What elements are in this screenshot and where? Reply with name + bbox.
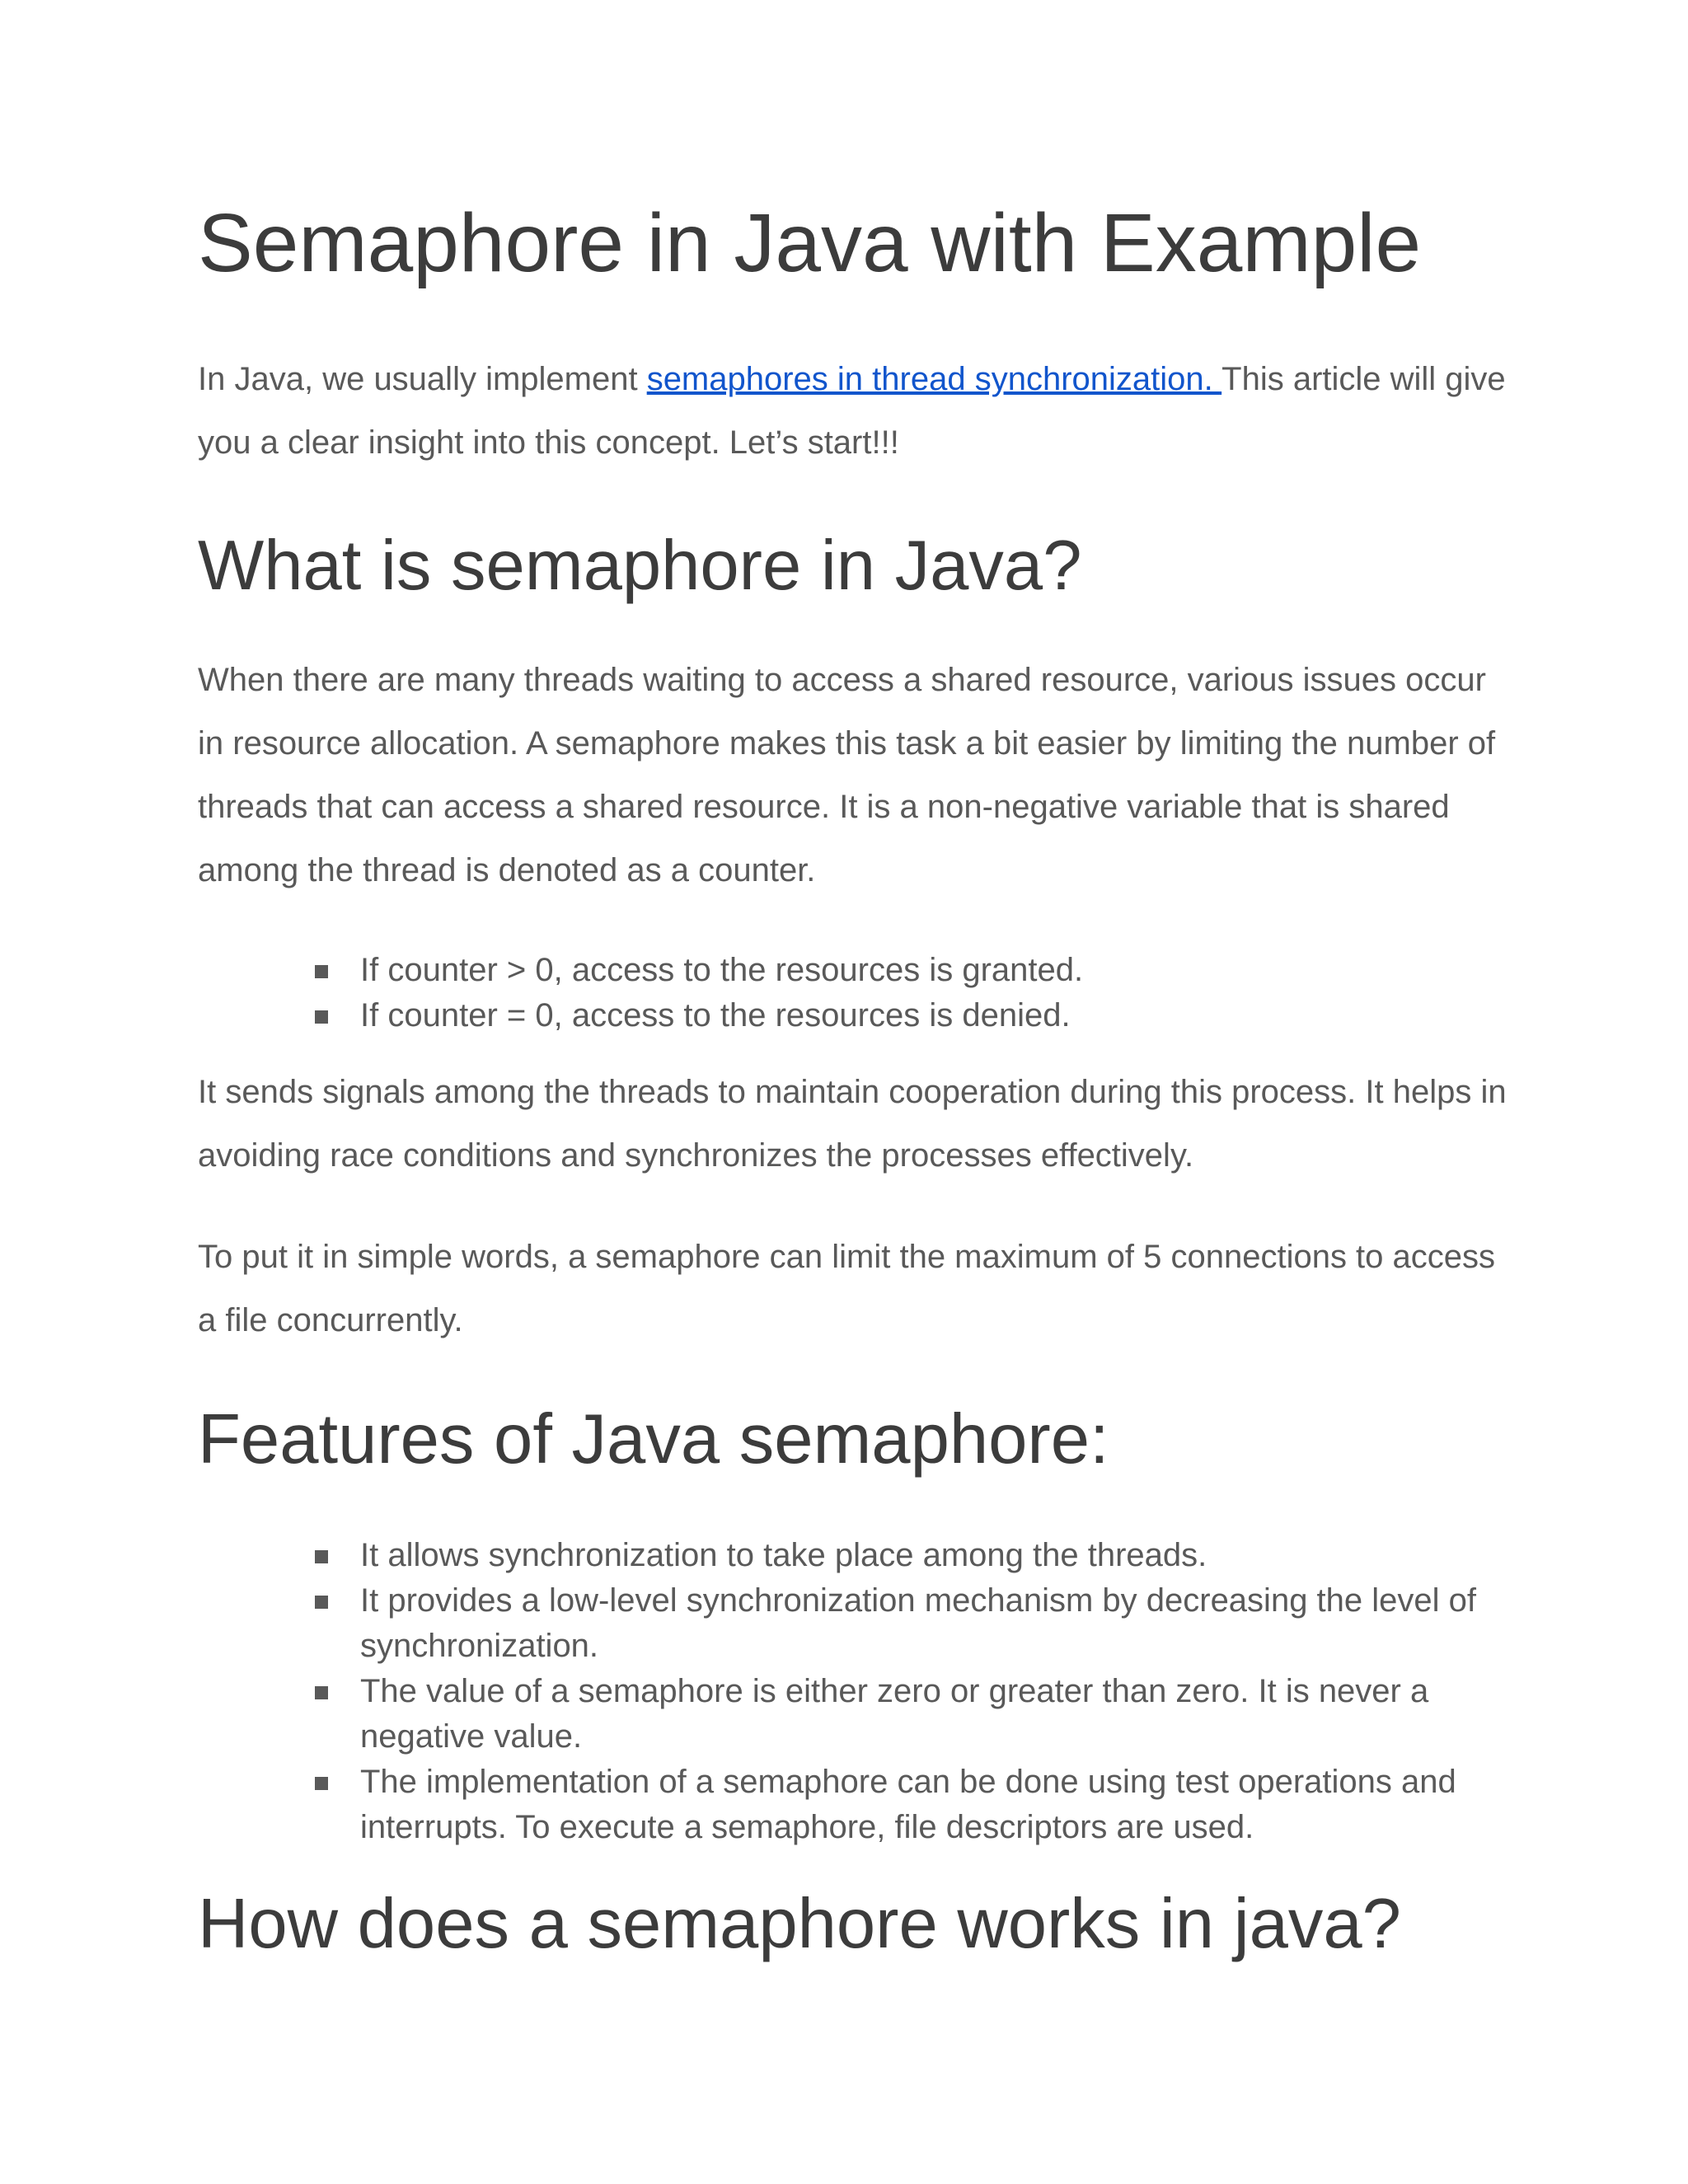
bullet-text: If counter > 0, access to the resources is granted. <box>360 952 1084 988</box>
bullet-text: It allows synchronization to take place among the threads. <box>360 1537 1207 1573</box>
list-item <box>315 993 1502 1038</box>
intro-text-after-link: This article will give you a clear insight into this concept. Let’s start!!! <box>198 361 1506 461</box>
list-item <box>315 1760 1502 1850</box>
simple-words-paragraph: To put it in simple words, a semaphore can limit the maximum of 5 connections to access a file concurrently. <box>198 1239 1496 1338</box>
list-item <box>315 1578 1502 1669</box>
section-heading-features: Features of Java semaphore: <box>198 1400 1109 1479</box>
intro-paragraph <box>198 348 1517 475</box>
features-bullet-list <box>315 1533 1502 1850</box>
what-is-paragraph: When there are many threads waiting to access a shared resource, various issues occur in resource allocation. A semaphore makes this task a bit easier by limiting the number of threads that can access a shared resource. It is a non-negative variable that is shared among the thread is denoted as a counter. <box>198 662 1496 888</box>
intro-text-before-link: In Java, we usually implement <box>198 361 647 397</box>
bullet-text: It provides a low-level synchronization mechanism by decreasing the level of synchronization. <box>360 1582 1477 1664</box>
square-bullet-icon <box>315 1596 328 1609</box>
counter-bullet-list <box>315 948 1502 1038</box>
list-item <box>315 1533 1502 1578</box>
section-heading-how-it-works: How does a semaphore works in java? <box>198 1885 1401 1963</box>
square-bullet-icon <box>315 1686 328 1699</box>
list-item <box>315 948 1502 993</box>
square-bullet-icon <box>315 1010 328 1024</box>
bullet-text: The value of a semaphore is either zero or greater than zero. It is never a negative value. <box>360 1673 1429 1755</box>
signals-paragraph: It sends signals among the threads to maintain cooperation during this process. It helps in avoiding race conditions and synchronizes the processes effectively. <box>198 1074 1507 1174</box>
bullet-text: The implementation of a semaphore can be done using test operations and interrupts. To execute a semaphore, file descriptors are used. <box>360 1764 1456 1845</box>
section-heading-what-is: What is semaphore in Java? <box>198 527 1082 605</box>
bullet-text: If counter = 0, access to the resources is denied. <box>360 997 1071 1033</box>
page-title: Semaphore in Java with Example <box>198 197 1422 289</box>
list-item <box>315 1669 1502 1760</box>
square-bullet-icon <box>315 1550 328 1563</box>
square-bullet-icon <box>315 1777 328 1790</box>
square-bullet-icon <box>315 965 328 978</box>
semaphore-sync-link[interactable]: semaphores in thread synchronization. <box>646 361 1222 397</box>
